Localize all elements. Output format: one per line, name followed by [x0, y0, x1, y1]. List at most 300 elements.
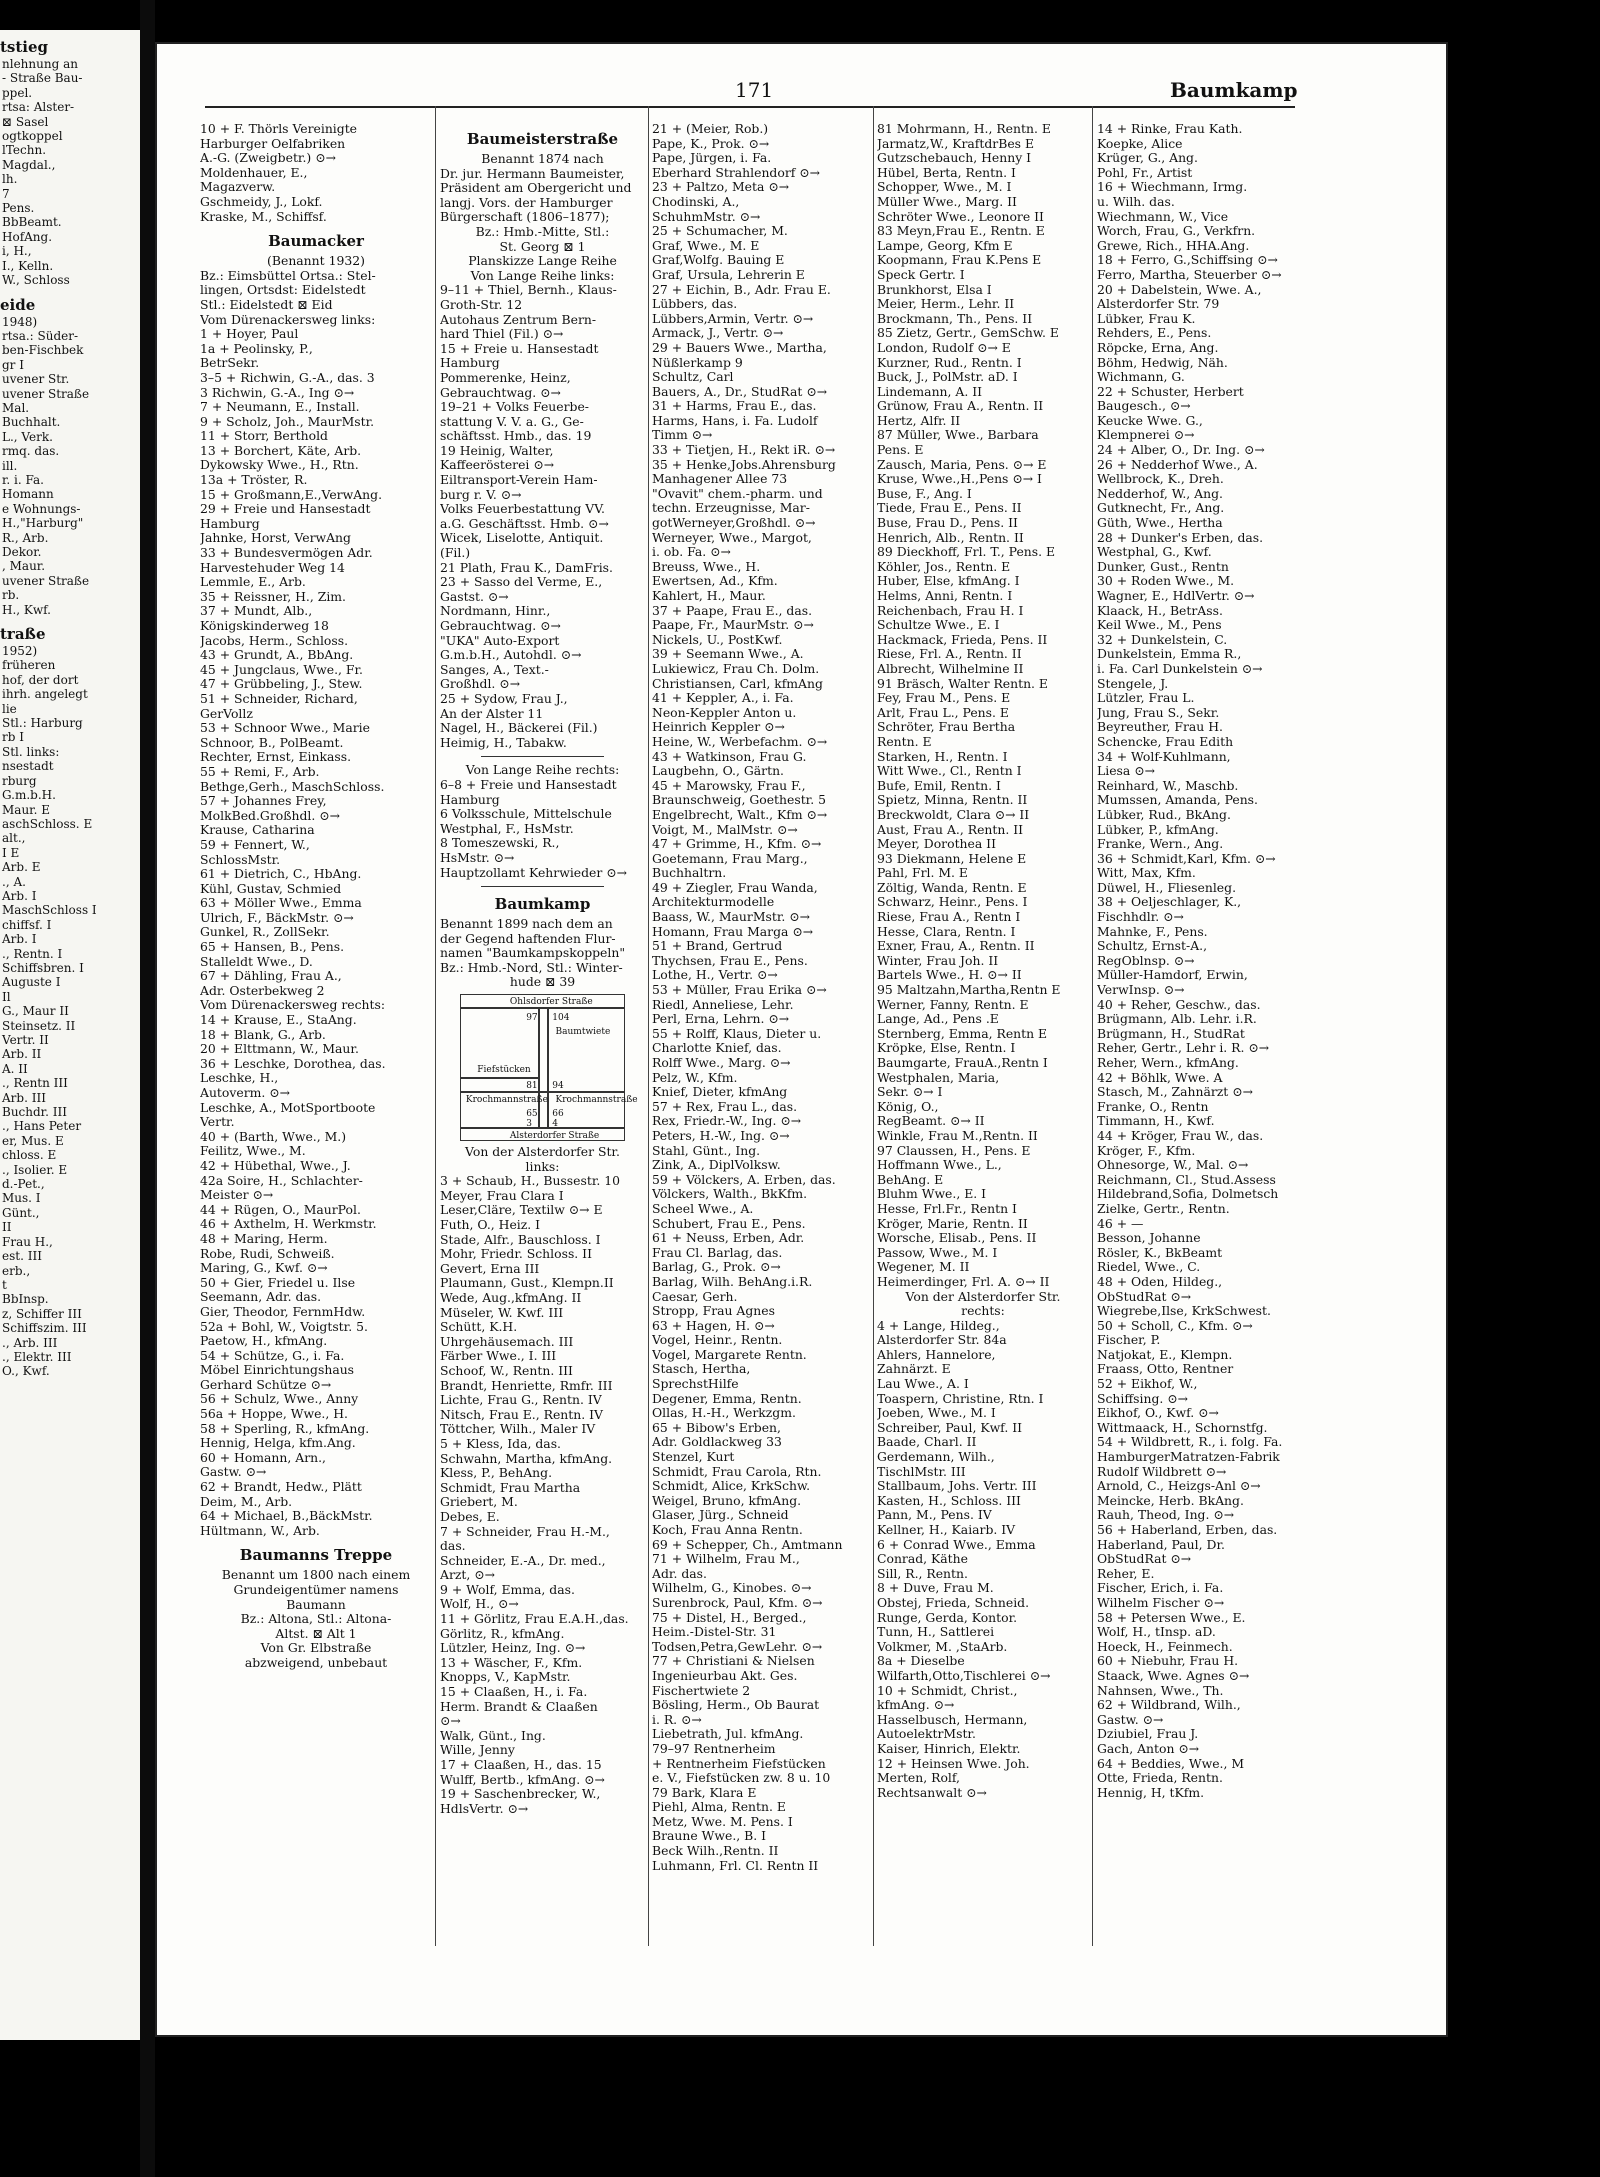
directory-entry: Wiechmann, W., Vice [1097, 209, 1229, 224]
previous-page-line: ogtkoppel [2, 129, 63, 144]
directory-entry: London, Rudolf ⊙→ E [877, 340, 1011, 355]
directory-entry: Uhrgehäusemach. III [440, 1334, 574, 1349]
directory-entry: Buse, F., Ang. I [877, 486, 972, 501]
directory-entry: 30 + Roden Wwe., M. [1097, 574, 1235, 589]
directory-entry: Müseler, W. Kwf. III [440, 1305, 564, 1320]
directory-entry: Dunkelstein, Emma R., [1097, 647, 1242, 662]
directory-entry: 26 + Nedderhof Wwe., A. [1097, 457, 1258, 472]
directory-entry: Heimig, H., Tabakw. [440, 735, 567, 750]
directory-entry: 15 + Claaßen, H., i. Fa. [440, 1685, 588, 1700]
directory-entry: SchlossMstr. [200, 852, 281, 867]
directory-entry: Rechter, Ernst, Einkass. [200, 750, 352, 765]
directory-entry: 47 + Grimme, H., Kfm. ⊙→ [652, 837, 822, 852]
directory-entry: Meister ⊙→ [200, 1188, 274, 1203]
directory-entry: 14 + Krause, E., StaAng. [200, 1013, 357, 1028]
directory-entry: Meyer, Dorothea II [877, 837, 996, 852]
directory-entry: Pape, Jürgen, i. Fa. [652, 151, 772, 166]
directory-entry: 65 + Hansen, B., Pens. [200, 940, 345, 955]
directory-entry: Pohl, Fr., Artist [1097, 165, 1193, 180]
directory-entry: Futh, O., Heiz. I [440, 1218, 541, 1233]
directory-entry: Wellbrock, K., Dreh. [1097, 472, 1224, 487]
directory-entry: Thychsen, Frau E., Pens. [652, 953, 808, 968]
directory-entry: Wede, Aug.,kfmAng. II [440, 1291, 582, 1305]
previous-page-line: rtsa: Alster- [2, 100, 75, 115]
directory-entry: links: [525, 1159, 560, 1174]
previous-page-line: t [2, 1277, 7, 1292]
previous-page-line: O., Kwf. [2, 1364, 50, 1379]
map-label: 97 [526, 1013, 538, 1024]
directory-entry: Fey, Frau M., Pens. E [877, 691, 1011, 706]
directory-entry: 19 Heinig, Walter, [440, 443, 554, 458]
directory-entry: Stasch, M., Zahnärzt ⊙→ [1097, 1085, 1253, 1100]
directory-entry: Rentn. E [877, 734, 932, 749]
previous-page-line: Schiffsbren. I [2, 960, 84, 975]
directory-entry: 83 Meyn,Frau E., Rentn. E [877, 224, 1045, 239]
directory-entry: 60 + Niebuhr, Frau H. [1097, 1654, 1239, 1669]
directory-entry: Pape, K., Prok. ⊙→ [652, 136, 770, 151]
previous-page-line: er, Mus. E [2, 1133, 64, 1148]
previous-page-line: ., Hans Peter [2, 1119, 82, 1134]
directory-entry: 41 + Keppler, A., i. Fa. [652, 691, 794, 706]
directory-entry: Weigel, Bruno, kfmAng. [652, 1493, 802, 1508]
directory-entry: hude ⊠ 39 [509, 975, 576, 990]
map-road [547, 1007, 549, 1127]
directory-entry: Surenbrock, Paul, Kfm. ⊙→ [652, 1595, 823, 1610]
directory-entry: Fischer, Erich, i. Fa. [1097, 1581, 1224, 1596]
directory-entry: Liesa ⊙→ [1097, 764, 1155, 779]
previous-page-line: Schiffszim. III [2, 1321, 87, 1336]
directory-entry: 85 Zietz, Gertr., GemSchw. E [877, 326, 1059, 341]
directory-entry: Haberland, Paul, Dr. [1097, 1537, 1225, 1552]
directory-entry: Nordmann, Hinr., [440, 604, 551, 619]
previous-page-line: uvener Straße [2, 386, 90, 401]
directory-entry: Sternberg, Emma, Rentn E [877, 1026, 1048, 1041]
previous-page-line: ppel. [2, 85, 33, 100]
directory-entry: 61 + Neuss, Erben, Adr. [652, 1231, 805, 1246]
directory-entry: Otte, Frieda, Rentn. [1097, 1771, 1223, 1786]
directory-entry: Bufe, Emil, Rentn. I [877, 778, 1001, 793]
previous-page-line: Homann [2, 487, 54, 502]
directory-entry: Knopps, V., KapMstr. [440, 1670, 571, 1685]
directory-entry: 61 + Dietrich, C., HbAng. [200, 867, 362, 882]
directory-entry: Hasselbusch, Hermann, [877, 1712, 1028, 1727]
directory-entry: Vertr. [200, 1115, 235, 1130]
directory-entry: das. [440, 1539, 466, 1554]
directory-entry: Heinrich Keppler ⊙→ [652, 720, 785, 735]
directory-entry: Schubert, Frau E., Pens. [652, 1216, 806, 1231]
directory-entry: Autoverm. ⊙→ [200, 1086, 291, 1100]
directory-entry: 62 + Wildbrand, Wilh., [1097, 1698, 1241, 1713]
directory-entry: Obstej, Frieda, Schneid. [877, 1595, 1030, 1610]
directory-entry: 67 + Dähling, Frau A., [200, 969, 342, 984]
directory-entry: Wolf, H., ⊙→ [440, 1597, 519, 1612]
directory-entry: Gebrauchtwag. ⊙→ [440, 619, 561, 633]
directory-entry: Pann, M., Pens. IV [877, 1508, 992, 1523]
directory-entry: Volks Feuerbestattung VV. [440, 502, 605, 517]
directory-entry: (Benannt 1932) [267, 254, 365, 269]
previous-page-line: Arb. I [2, 932, 37, 947]
directory-entry: 42 + Hübethal, Wwe., J. [200, 1158, 351, 1173]
directory-entry: 58 + Petersen Wwe., E. [1097, 1610, 1246, 1625]
directory-entry: Gutzschebauch, Henny I [877, 151, 1032, 166]
directory-entry: Deim, M., Arb. [200, 1494, 293, 1509]
directory-entry: Baade, Charl. II [877, 1435, 977, 1450]
directory-entry: Zink, A., DiplVolksw. [652, 1158, 781, 1173]
directory-entry: Kurzner, Rud., Rentn. I [877, 355, 1022, 370]
directory-entry: 10 + Schmidt, Christ., [877, 1683, 1018, 1698]
running-head: Baumkamp [1170, 78, 1298, 102]
directory-entry: Witt, Max, Kfm. [1097, 866, 1196, 881]
directory-entry: 35 + Henke,Jobs.Ahrensburg [652, 457, 836, 472]
directory-entry: Hoffmann Wwe., L., [877, 1158, 1002, 1173]
directory-entry: 19–21 + Volks Feuerbe- [440, 400, 589, 415]
previous-page-line: alt., [2, 831, 26, 846]
directory-entry: Toaspern, Christine, Rtn. I [877, 1391, 1044, 1406]
map-label: 104 [552, 1013, 570, 1024]
directory-entry: Reichenbach, Frau H. I [877, 603, 1024, 618]
directory-entry: Ahlers, Hannelore, [877, 1347, 996, 1362]
previous-page-line: ., Rentn III [2, 1076, 68, 1091]
directory-entry: 45 + Jungclaus, Wwe., Fr. [200, 662, 363, 677]
directory-entry: 56a + Hoppe, Wwe., H. [200, 1407, 348, 1422]
map-label: Ohlsdorfer Straße [509, 997, 593, 1008]
directory-entry: 15 + Großmann,E.,VerwAng. [200, 487, 383, 502]
previous-page-line: r. i. Fa. [2, 472, 44, 487]
directory-entry: Rauh, Theod, Ing. ⊙→ [1097, 1508, 1235, 1523]
previous-page-line: ill. [2, 458, 18, 473]
map-label: 3 [526, 1119, 532, 1130]
directory-entry: Perl, Erna, Lehrn. ⊙→ [652, 1012, 790, 1027]
previous-page-line: L., Verk. [2, 429, 53, 444]
previous-page-line: W., Schloss [2, 273, 70, 288]
directory-entry: 51 + Schneider, Richard, [200, 691, 358, 706]
directory-entry: Hesse, Clara, Rentn. I [877, 924, 1016, 939]
directory-entry: Wicek, Liselotte, Antiquit. [440, 531, 604, 546]
directory-entry: 1 + Hoyer, Paul [200, 327, 299, 342]
directory-entry: Rösler, K., BkBeamt [1097, 1245, 1223, 1260]
directory-entry: 36 + Schmidt,Karl, Kfm. ⊙→ [1097, 851, 1276, 866]
directory-entry: Vogel, Margarete Rentn. [652, 1347, 807, 1362]
directory-entry: Seemann, Adr. das. [200, 1290, 322, 1305]
directory-entry: techn. Erzeugnisse, Mar- [652, 501, 810, 516]
directory-entry: langj. Vors. der Hamburger [440, 195, 613, 210]
directory-entry: RegOblnsp. ⊙→ [1097, 953, 1195, 968]
directory-entry: 21 + (Meier, Rob.) [652, 122, 769, 136]
directory-entry: Müller Wwe., Marg. II [877, 194, 1017, 209]
directory-entry: Klempnerei ⊙→ [1097, 428, 1195, 443]
directory-entry: Kless, P., BehAng. [440, 1466, 553, 1481]
directory-entry: Bz.: Hmb.-Nord, Stl.: Winter- [440, 960, 623, 975]
directory-entry: Schmidt, Alice, KrkSchw. [652, 1479, 811, 1494]
directory-entry: 56 + Haberland, Erben, das. [1097, 1523, 1278, 1537]
directory-entry: Lau Wwe., A. I [877, 1377, 969, 1392]
directory-entry: HdlsVertr. ⊙→ [440, 1801, 529, 1816]
directory-entry: 53 + Schnoor Wwe., Marie [200, 721, 370, 736]
directory-entry: Pommerenke, Heinz, [440, 370, 571, 385]
directory-entry: 25 + Schumacher, M. [652, 224, 788, 239]
directory-entry: Breckwoldt, Clara ⊙→ II [877, 807, 1030, 822]
previous-page-line: ., Arb. III [2, 1335, 58, 1350]
directory-entry: Bethge,Gerh., MaschSchloss. [200, 779, 385, 794]
directory-entry: 36 + Leschke, Dorothea, das. [200, 1056, 386, 1071]
directory-entry: Helms, Anni, Rentn. I [877, 589, 1013, 603]
directory-entry: Bartels Wwe., H. ⊙→ II [877, 968, 1022, 983]
directory-entry: 46 + Axthelm, H. Werkmstr. [200, 1217, 377, 1232]
directory-entry: Laugbehn, O., Gärtn. [652, 764, 784, 779]
directory-entry: Baumgarte, FrauA.,Rentn I [877, 1056, 1048, 1070]
directory-entry: Lemmle, E., Arb. [200, 575, 306, 590]
previous-page-line: nsestadt [2, 759, 54, 774]
directory-entry: 18 + Ferro, G.,Schiffsing ⊙→ [1097, 253, 1278, 268]
directory-entry: Kaffeerösterei ⊙→ [440, 458, 555, 473]
directory-entry: Sill, R., Rentn. [877, 1566, 968, 1581]
directory-entry: Dunker, Gust., Rentn [1097, 559, 1229, 574]
directory-entry: 97 Claussen, H., Pens. E [877, 1143, 1031, 1158]
directory-entry: "Ovavit" chem.-pharm. und [652, 486, 823, 501]
previous-page-line: Arb. E [2, 860, 41, 875]
previous-page-line: e Wohnungs- [2, 501, 81, 516]
directory-entry: Lange, Ad., Pens .E [877, 1012, 999, 1027]
directory-entry: 15 + Freie u. Hansestadt [440, 341, 599, 356]
previous-page-line: lh. [2, 172, 18, 187]
directory-entry: Riese, Frau A., Rentn I [877, 910, 1021, 925]
directory-entry: Bösling, Herm., Ob Baurat [652, 1698, 820, 1713]
previous-page-line: A. II [2, 1061, 28, 1076]
directory-entry: HamburgerMatratzen-Fabrik [1097, 1450, 1280, 1465]
directory-entry: Bz.: Altona, Stl.: Altona- [240, 1612, 392, 1627]
directory-entry: 52 + Eikhof, W., [1097, 1377, 1198, 1392]
previous-page-line: hof, der dort [2, 672, 79, 687]
directory-entry: Griebert, M. [440, 1495, 518, 1510]
directory-entry: 29 + Freie und Hansestadt [200, 502, 371, 517]
previous-page-line: aschSchloss. E [2, 816, 93, 831]
directory-entry: 9–11 + Thiel, Bernh., Klaus- [440, 283, 617, 298]
directory-entry: Brügmann, H., StudRat [1097, 1026, 1245, 1041]
directory-entry: 31 + Harms, Frau E., das. [652, 399, 817, 414]
directory-entry: Keil Wwe., M., Pens [1097, 618, 1222, 633]
previous-page-line: - Straße Bau- [2, 71, 83, 86]
directory-entry: Bz.: Eimsbüttel Ortsa.: Stel- [200, 268, 376, 283]
directory-entry: Färber Wwe., I. III [440, 1349, 557, 1364]
directory-entry: Kellner, H., Kaiarb. IV [877, 1523, 1016, 1537]
directory-entry: 71 + Wilhelm, Frau M., [652, 1552, 800, 1567]
directory-entry: Rehders, E., Pens. [1097, 326, 1212, 341]
map-label: 66 [552, 1109, 564, 1120]
directory-entry: Brunkhorst, Elsa I [877, 282, 992, 297]
directory-entry: 32 + Dunkelstein, C. [1097, 632, 1228, 647]
directory-entry: 64 + Michael, B.,BäckMstr. [200, 1509, 373, 1524]
directory-entry: Gebrauchtwag. ⊙→ [440, 385, 561, 400]
previous-page-line: ben-Fischbek [2, 343, 84, 358]
directory-entry: 77 + Christiani & Nielsen [652, 1654, 815, 1669]
directory-entry: Von der Alsterdorfer Str. [905, 1289, 1061, 1304]
directory-entry: 29 + Bauers Wwe., Martha, [652, 340, 827, 355]
directory-entry: Zahnärzt. E [877, 1362, 951, 1377]
previous-page-line: nlehnung an [2, 57, 78, 71]
directory-entry: 34 + Wolf-Kuhlmann, [1097, 749, 1231, 764]
directory-entry: a.G. Geschäftsst. Hmb. ⊙→ [440, 516, 609, 531]
directory-entry: Jacobs, Herm., Schloss. [200, 633, 349, 648]
directory-entry: Riedel, Wwe., C. [1097, 1260, 1201, 1275]
directory-entry: 51 + Brand, Gertrud [652, 939, 783, 954]
previous-page-line: d.-Pet., [2, 1177, 45, 1192]
directory-entry: Wagner, E., HdlVertr. ⊙→ [1097, 589, 1255, 603]
directory-entry: Schröter, Frau Bertha [877, 720, 1016, 735]
previous-page-line: Mal. [2, 400, 30, 415]
directory-entry: Moldenhauer, E., [200, 165, 308, 180]
directory-entry: 8 Tomeszewski, R., [440, 836, 560, 851]
directory-entry: Robe, Rudi, Schweiß. [200, 1246, 335, 1261]
previous-page-line: ., Rentn. I [2, 946, 63, 961]
directory-entry: Joeben, Wwe., M. I [877, 1406, 996, 1421]
directory-entry: Rechtsanwalt ⊙→ [877, 1785, 987, 1800]
directory-entry: Hennig, H, tKfm. [1097, 1785, 1205, 1800]
directory-entry: Wilhelm Fischer ⊙→ [1097, 1595, 1225, 1610]
directory-entry: Arzt, ⊙→ [440, 1568, 496, 1583]
column-1 [200, 122, 432, 2002]
directory-entry: Reher, Wern., kfmAng. [1097, 1056, 1239, 1070]
directory-entry: Wilhelm, G., Kinobes. ⊙→ [652, 1581, 812, 1596]
directory-entry: Adr. Osterbekweg 2 [200, 983, 325, 998]
directory-entry: GerVollz [200, 706, 253, 721]
directory-entry: Buchhaltrn. [652, 866, 727, 881]
directory-entry: Krause, Catharina [200, 823, 315, 838]
directory-entry: Hauptzollamt Kehrwieder ⊙→ [440, 865, 628, 880]
directory-entry: Gier, Theodor, FernmHdw. [200, 1304, 366, 1319]
map-label: 81 [526, 1081, 538, 1092]
directory-entry: Schneider, E.-A., Dr. med., [440, 1553, 606, 1568]
directory-entry: Jarmatz,W., KraftdrBes E [877, 136, 1035, 151]
directory-entry: Graf, Ursula, Lehrerin E [652, 267, 805, 282]
previous-page-line: rburg [2, 773, 37, 788]
directory-entry: Arnold, C., Heizgs-Anl ⊙→ [1097, 1479, 1261, 1494]
previous-page-line: ., Isolier. E [2, 1162, 68, 1177]
directory-entry: An der Alster 11 [440, 706, 544, 721]
previous-page-line: rb I [2, 730, 24, 745]
directory-entry: Werner, Fanny, Rentn. E [877, 997, 1029, 1012]
map-label: Krochmannstraße [465, 1095, 548, 1106]
directory-entry: Wegener, M. II [877, 1260, 970, 1275]
directory-entry: Mahnke, F., Pens. [1097, 924, 1208, 939]
directory-entry: Wille, Jenny [440, 1743, 515, 1758]
previous-page-line: rtsa.: Süder- [2, 328, 79, 343]
directory-entry: Planskizze Lange Reihe [468, 254, 617, 269]
directory-entry: Nickels, U., PostKwf. [652, 632, 783, 647]
directory-entry: 22 + Schuster, Herbert [1097, 384, 1244, 399]
column-3 [652, 122, 870, 2002]
directory-entry: 25 + Sydow, Frau J., [440, 691, 568, 706]
directory-entry: 50 + Scholl, C., Kfm. ⊙→ [1097, 1318, 1253, 1333]
directory-entry: Graf, Wwe., M. E [652, 238, 760, 253]
directory-entry: Fischhdlr. ⊙→ [1097, 910, 1184, 925]
directory-entry: 47 + Grübbeling, J., Stew. [200, 677, 363, 692]
directory-entry: Wilfarth,Otto,Tischlerei ⊙→ [877, 1668, 1051, 1683]
directory-entry: Charlotte Knief, das. [652, 1041, 782, 1056]
previous-page-line: 1948) [2, 314, 38, 329]
previous-page-line: Frau H., [2, 1234, 53, 1249]
directory-entry: Krüger, G., Ang. [1097, 151, 1198, 166]
directory-entry: Magazverw. [200, 180, 276, 195]
directory-entry: 56 + Schulz, Wwe., Anny [200, 1392, 359, 1407]
directory-entry: Pahl, Frl. M. E [877, 866, 968, 881]
directory-entry: 93 Diekmann, Helene E [877, 851, 1027, 866]
previous-page-line: Arb. III [2, 1090, 46, 1105]
directory-entry: Harburger Oelfabriken [200, 136, 346, 151]
directory-entry: Eiltransport-Verein Ham- [440, 473, 598, 488]
directory-entry: Peters, H.-W., Ing. ⊙→ [652, 1128, 790, 1143]
previous-page-line: 7 [2, 186, 10, 201]
column-2 [440, 122, 645, 2002]
previous-page-line: est. III [2, 1249, 42, 1264]
directory-entry: Wulff, Bertb., kfmAng. ⊙→ [440, 1772, 605, 1787]
directory-entry: ⊙→ [440, 1714, 461, 1729]
directory-entry: Luhmann, Frl. Cl. Rentn II [652, 1858, 819, 1873]
directory-entry: 53 + Müller, Frau Erika ⊙→ [652, 983, 827, 998]
directory-entry: Schreiber, Paul, Kwf. II [877, 1420, 1022, 1435]
previous-page-line: gr I [2, 357, 24, 372]
column-divider [1092, 106, 1093, 1946]
directory-entry: 9 + Scholz, Joh., MaurMstr. [200, 414, 375, 429]
directory-entry: Stengele, J. [1097, 676, 1169, 691]
directory-entry: AutoelektrMstr. [877, 1727, 976, 1742]
previous-page-line: Maur. E [2, 802, 50, 817]
directory-entry: Hackmack, Frieda, Pens. II [877, 632, 1048, 647]
directory-entry: Nitsch, Frau E., Rentn. IV [440, 1407, 603, 1422]
previous-page-line: Stl. links: [2, 744, 60, 759]
directory-entry: Köhler, Jos., Rentn. E [877, 559, 1011, 574]
directory-entry: Benannt 1899 nach dem an [440, 917, 613, 932]
directory-entry: G.m.b.H., Autohdl. ⊙→ [440, 648, 582, 663]
directory-entry: Koepke, Alice [1097, 136, 1183, 151]
book-gutter [140, 0, 155, 2177]
directory-entry: 21 Plath, Frau K., DamFris. [440, 560, 613, 575]
directory-entry: Baugesch., ⊙→ [1097, 399, 1191, 414]
map-label: 4 [552, 1119, 558, 1130]
directory-entry: 75 + Distel, H., Berged., [652, 1610, 807, 1625]
directory-entry: Großhdl. ⊙→ [440, 677, 521, 692]
directory-entry: 27 + Eichin, B., Adr. Frau E. [652, 282, 831, 297]
directory-entry: 37 + Paape, Frau E., das. [652, 603, 813, 618]
directory-entry: Schmidt, Frau Martha [440, 1480, 581, 1495]
directory-entry: Schopper, Wwe., M. I [877, 180, 1012, 195]
directory-entry: Autohaus Zentrum Bern- [440, 312, 597, 327]
directory-entry: 3 + Schaub, H., Bussestr. 10 [440, 1174, 621, 1189]
directory-entry: Neon-Keppler Anton u. [652, 705, 797, 720]
directory-entry: Walk, Günt., Ing. [440, 1728, 546, 1743]
directory-entry: 79–97 Rentnerheim [652, 1741, 776, 1756]
directory-entry: Ewertsen, Ad., Kfm. [652, 574, 778, 589]
previous-page-line: I., Kelln. [2, 258, 54, 273]
directory-entry: gotWerneyer,Großhdl. ⊙→ [652, 516, 816, 531]
directory-entry: Fraass, Otto, Rentner [1097, 1362, 1234, 1377]
directory-entry: 7 + Schneider, Frau H.-M., [440, 1524, 610, 1539]
directory-entry: Volkmer, M. ,StaArb. [877, 1639, 1008, 1654]
directory-entry: Buck, J., PolMstr. aD. I [877, 370, 1018, 385]
directory-entry: Leschke, H., [200, 1071, 279, 1086]
directory-entry: lingen, Ortsdst: Eidelstedt [200, 283, 366, 298]
directory-entry: HsMstr. ⊙→ [440, 850, 515, 865]
directory-entry: Eberhard Strahlendorf ⊙→ [652, 165, 821, 180]
previous-page-line: erb., [2, 1263, 31, 1278]
directory-entry: Koch, Frau Anna Rentn. [652, 1523, 803, 1537]
directory-entry: Goetemann, Frau Marg., [652, 851, 808, 866]
directory-entry: 46 + — [1097, 1216, 1144, 1231]
directory-entry: ObStudRat ⊙→ [1097, 1289, 1192, 1304]
directory-entry: burg r. V. ⊙→ [440, 487, 522, 502]
previous-page-line: Günt., [2, 1205, 40, 1220]
map-label: 65 [526, 1109, 538, 1120]
previous-page-line: , Maur. [2, 559, 46, 574]
